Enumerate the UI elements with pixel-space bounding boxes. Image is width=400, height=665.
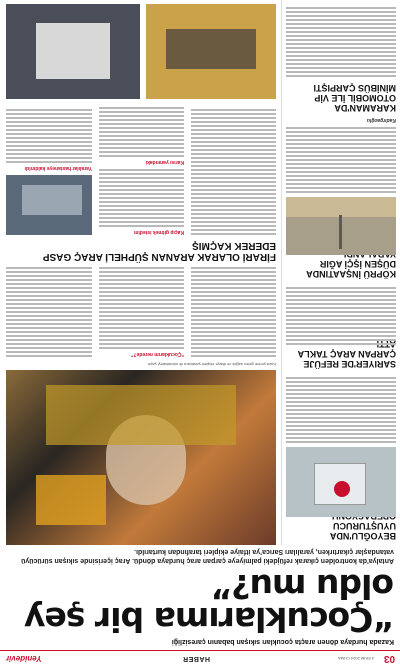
stretcher	[46, 385, 236, 445]
main-photo	[6, 370, 276, 545]
story-text	[286, 125, 396, 193]
deck: Antalya'da kontrolden çıkarak refüjdeki palmiyeye çarpan araç hurdaya döndü. Araç içerisinde sıkışan sürücüyü vatandaşlar çıkartırken, yaralıları Sarıca’ya itfaiye ekipleri tarafından kurtarıldı.	[21, 548, 394, 564]
story-text	[286, 5, 396, 77]
story-column	[99, 167, 184, 227]
story-photo	[286, 447, 396, 517]
subhead: Kaçıp gitmek istedim	[133, 229, 184, 235]
firefighter-helmet	[36, 475, 106, 525]
page-number: 03	[383, 653, 395, 664]
subhead: Yaralılar hastaneye kaldırıldı	[24, 165, 92, 171]
story-photo	[6, 4, 140, 99]
story-photo	[286, 197, 396, 255]
police-emblem-icon	[334, 481, 350, 497]
story-column	[191, 105, 276, 235]
story-column	[99, 105, 184, 157]
section-label: HABER	[182, 655, 210, 662]
headline: “Çocuklarıma bir şey oldu mu?”	[24, 567, 394, 639]
sidebar	[281, 0, 400, 545]
story-column	[6, 265, 92, 357]
story-title: BEYOĞLU'NDA UYUŞTURUCU	[330, 521, 396, 541]
kicker: Kazada hurdaya dönen araçta çocukları sıkışan babanın çaresizliği	[171, 638, 394, 645]
story-title: KARAMAN'DA OTOMOBİL İLE VİP MİNİBÜS ÇARPIŞTI	[313, 83, 396, 113]
photo-caption: Kaza yerine gelen sağlık ve itfaiye ekipleri yaralılara ilk müdahaleyi yaptı.	[146, 362, 276, 367]
story-title: FİRARİ OLARAK ARANAN ŞÜPHELİ ARAÇ GASP EDEREK KAÇMIŞ	[43, 240, 276, 262]
story-title: SARIYER'DE REFÜJE ÇARPAN ARAÇ TAKLA	[298, 349, 396, 369]
story-photo	[6, 175, 92, 235]
issue-date: 4 EKİM 2024 CUMA	[337, 656, 374, 661]
subhead: “Çocuklarım nerede?”	[130, 351, 184, 357]
story-column	[191, 265, 276, 357]
story-photo	[146, 4, 276, 99]
byline: Kadırgaoğlu	[366, 117, 396, 123]
page-header	[0, 650, 400, 665]
story-text	[286, 375, 396, 443]
story-column	[99, 265, 184, 349]
subhead: Karısı yanındaki	[145, 159, 184, 165]
story-title: KÖPRÜ İNŞAATINDA DÜŞEN İŞÇİ AĞIR	[306, 259, 396, 279]
story-text	[286, 285, 396, 345]
story-column	[6, 105, 92, 163]
newspaper-logo: Yenidevir	[6, 654, 42, 663]
